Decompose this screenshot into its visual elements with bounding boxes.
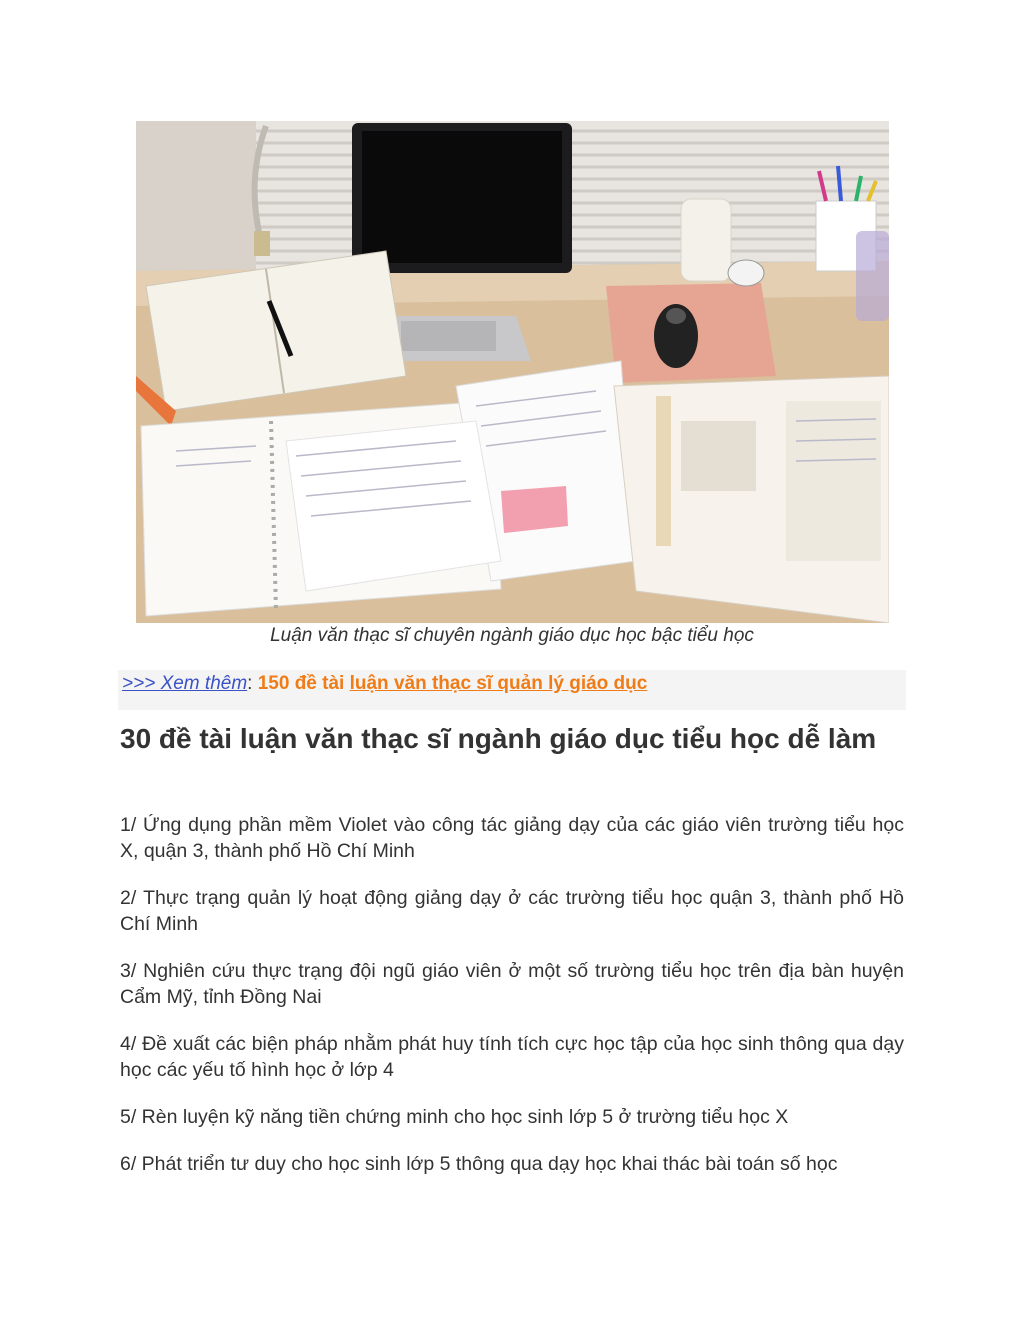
see-more-highlight: 150 đề tài — [257, 673, 345, 694]
topic-item: 5/ Rèn luyện kỹ năng tiền chứng minh cho học sinh lớp 5 ở trường tiểu học X — [120, 1106, 789, 1128]
topic-item: 6/ Phát triển tư duy cho học sinh lớp 5 thông qua dạy học khai thác bài toán số học — [120, 1153, 838, 1175]
topic-item: 2/ Thực trạng quản lý hoạt động giảng dạy ở các trường tiểu học quận 3, thành phố Hồ Chí Minh — [120, 887, 904, 935]
jar — [681, 199, 731, 281]
sticky-note — [501, 486, 568, 533]
topic-list — [120, 812, 904, 1198]
see-more-colon: : — [247, 673, 253, 694]
topic-item: 3/ Nghiên cứu thực trạng đội ngũ giáo viên ở một số trường tiểu học trên địa bàn huyện Cẩm Mỹ, tỉnh Đồng Nai — [120, 960, 904, 1008]
section-heading: 30 đề tài luận văn thạc sĩ ngành giáo dục tiểu học dễ làm — [120, 723, 877, 754]
topic-item: 1/ Ứng dụng phần mềm Violet vào công tác giảng dạy của các giáo viên trường tiểu học X, quận 3, thành phố Hồ Chí Minh — [120, 814, 904, 862]
photo-caption: Luận văn thạc sĩ chuyên ngành giáo dục học bậc tiểu học — [270, 625, 754, 646]
see-more-link[interactable]: >>> Xem thêm — [122, 673, 248, 694]
see-more-box — [118, 670, 906, 710]
topic-item: 4/ Đề xuất các biện pháp nhằm phát huy tính tích cực học tập của học sinh thông qua dạy học các yếu tố hình học ở lớp 4 — [120, 1033, 904, 1081]
article-photo — [136, 121, 889, 623]
related-article-link[interactable]: luận văn thạc sĩ quản lý giáo dục — [349, 673, 648, 694]
